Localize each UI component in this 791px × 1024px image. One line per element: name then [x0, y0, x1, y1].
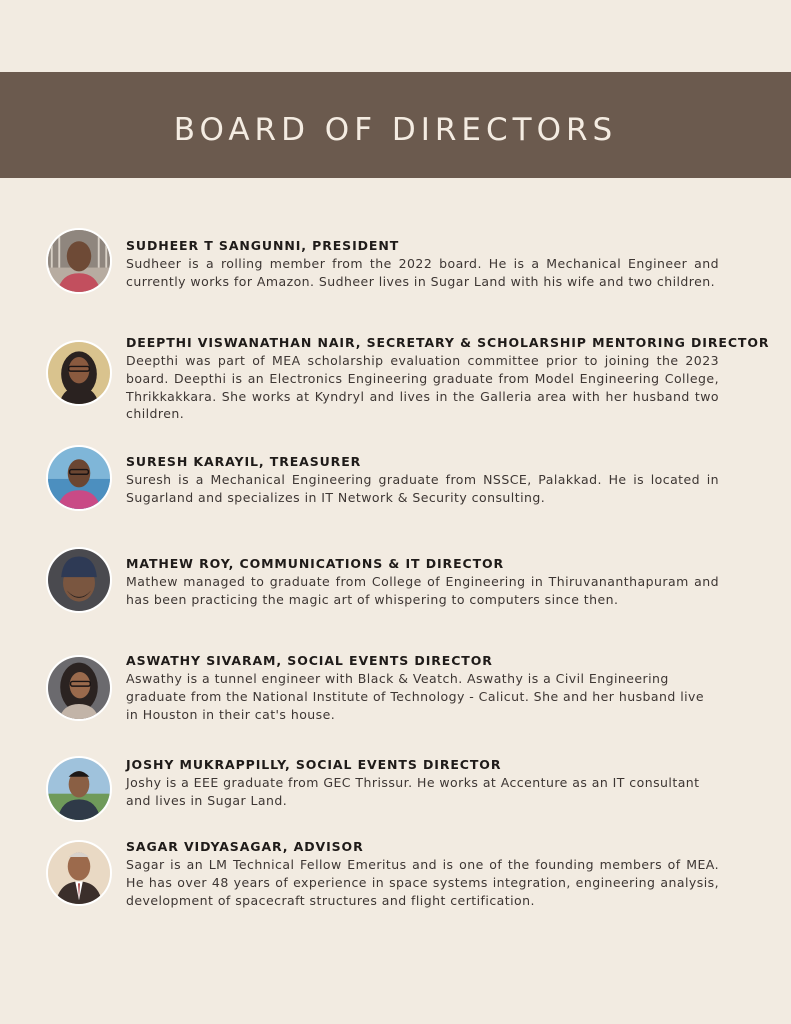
member-photo-aswathy: [46, 655, 112, 721]
member-name: SURESH KARAYIL, TREASURER: [126, 454, 362, 469]
member-photo-joshy: [46, 756, 112, 822]
member-name: MATHEW ROY, COMMUNICATIONS & IT DIRECTOR: [126, 556, 505, 571]
member-bio: Joshy is a EEE graduate from GEC Thrissur. He works at Accenture as an IT consultant and lives in Sugar Land.: [126, 775, 700, 808]
member-bio: Mathew managed to graduate from College of Engineering in Thiruvananthapuram and has been practicing the magic art of whispering to computers since then.: [126, 574, 719, 607]
member-name: SUDHEER T SANGUNNI, PRESIDENT: [126, 238, 400, 253]
member-photo-deepthi: [46, 340, 112, 406]
title-banner: [0, 72, 791, 178]
member-photo-suresh: [46, 445, 112, 511]
member-bio: Suresh is a Mechanical Engineering graduate from NSSCE, Palakkad. He is located in Sugarland and specializes in IT Network & Security consulting.: [126, 472, 719, 505]
member-photo-sagar: [46, 840, 112, 906]
member-bio: Deepthi was part of MEA scholarship evaluation committee prior to joining the 2023 board. Deepthi is an Electronics Engineering graduate from Model Engineering College, Thrikkakkara. She works at Kyndryl and lives in the Galleria area with her husband two children.: [126, 353, 719, 422]
page-title: BOARD OF DIRECTORS: [173, 112, 618, 148]
member-bio: Sudheer is a rolling member from the 2022 board. He is a Mechanical Engineer and currently works for Amazon. Sudheer lives in Sugar Land with his wife and two children.: [126, 256, 719, 289]
member-bio: Sagar is an LM Technical Fellow Emeritus and is one of the founding members of MEA. He has over 48 years of experience in space systems integration, engineering analysis, development of spacecraft structures and flight certification.: [126, 857, 719, 908]
member-photo-sudheer: [46, 228, 112, 294]
member-name: ASWATHY SIVARAM, SOCIAL EVENTS DIRECTOR: [126, 653, 493, 668]
member-name: JOSHY MUKRAPPILLY, SOCIAL EVENTS DIRECTOR: [126, 757, 502, 772]
member-photo-mathew: [46, 547, 112, 613]
member-name: SAGAR VIDYASAGAR, ADVISOR: [126, 839, 364, 854]
member-bio: Aswathy is a tunnel engineer with Black & Veatch. Aswathy is a Civil Engineering graduate from the National Institute of Technology - Calicut. She and her husband live in Houston in their cat's house.: [126, 671, 705, 722]
member-name: DEEPTHI VISWANATHAN NAIR, SECRETARY & SCHOLARSHIP MENTORING DIRECTOR: [126, 335, 770, 350]
